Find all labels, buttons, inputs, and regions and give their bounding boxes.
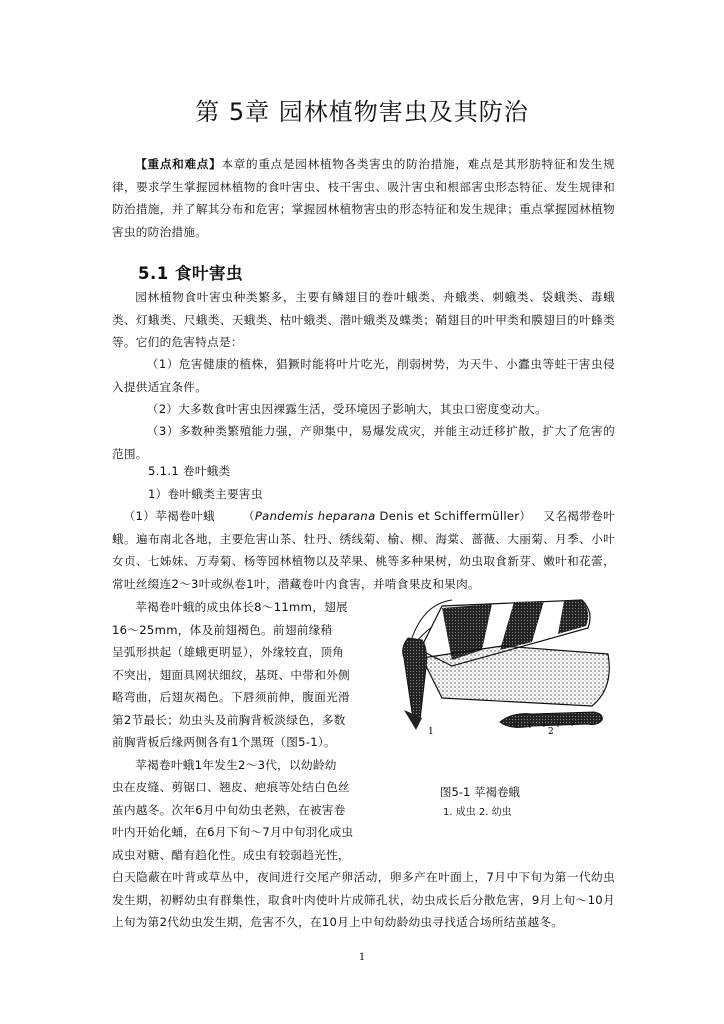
point-2: （2）大多数食叶害虫因裸露生活，受环境因子影响大，其虫口密度变动大。 (146, 402, 547, 416)
species-distribution: 遍布南北各地，主要危害山茶、牡丹、绣线菊、榆、柳、海棠、蔷薇、大丽菊、月季、小叶女贞、七姊妹、万寿菊、杨等园林植物以及苹果、桃等多种果树，幼虫取食新芽、嫩叶和花蕾，常吐丝缀连2～3叶或纵卷1叶，潜藏卷叶内食害，并啃食果皮和果肉。 (112, 531, 615, 591)
morph-line: 前胸背板后缘两侧各有1个黑斑（图5-1）。 (112, 735, 336, 749)
key-points-label: 【重点和难点】 (135, 157, 222, 171)
subsub-heading: 1）卷叶蛾类主要害虫 (148, 487, 263, 501)
life-line: 茧内越冬。次年6月中旬幼虫老熟，在被害卷 (112, 802, 346, 817)
morph-line: 不突出，翅面具网状细纹，基斑、中带和外侧 (112, 667, 350, 682)
morph-line: 16～25mm，体及前翅褐色。前翅前缘稍 (112, 622, 333, 637)
moth-illustration (382, 598, 614, 748)
subsection-heading: 5.1.1 卷叶蛾类 (148, 464, 231, 478)
figure-label-1: 1 (428, 727, 434, 737)
section-heading: 5.1 食叶害虫 (138, 264, 243, 283)
point-3: （3）多数种类繁殖能力强，产卵集中，易爆发成灾，并能主动迁移扩散，扩大了危害的范围。 (112, 424, 615, 461)
life-line: 虫在皮缝、剪锯口、翘皮、疤痕等处结白色丝 (112, 780, 350, 794)
life-line: 叶内开始化蛹，在6月下旬～7月中旬羽化成虫 (112, 825, 354, 839)
figure-subcaption: 1. 成虫 2. 幼虫 (443, 807, 512, 818)
morphology-block (112, 596, 380, 866)
morph-line: 苹褐卷叶蛾的成虫体长8～11mm，翅展 (135, 600, 348, 614)
intro-paragraph: 园林植物食叶害虫种类繁多，主要有鳞翅目的卷叶蛾类、舟蛾类、刺蛾类、袋蛾类、毒蛾类、灯蛾类、尺蛾类、天蛾类、枯叶蛾类、潜叶蛾类及蝶类；鞘翅目的叶甲类和膜翅目的叶蜂类等。它们的危害特点是： (112, 290, 615, 349)
key-points-text: 本章的重点是园林植物各类害虫的防治措施，难点是其形肪特征和发生规律，要求学生掌握园林植物的食叶害虫、枝干害虫、吸汁害虫和根部害虫形态特征、发生规律和防治措施，并了解其分布和危害；掌握园林植物害虫的形态特征和发生规律；重点掌握园林植物害虫的防治措施。 (112, 157, 615, 239)
species-paragraph (112, 505, 615, 595)
life-line: 苹褐卷叶蛾1年发生2～3代，以幼龄幼 (135, 757, 337, 772)
point-1: （1）危害健康的植株，猖獗时能将叶片吃光，削弱树势，为天牛、小蠹虫等蛀干害虫侵入提供适宜条件。 (112, 357, 615, 394)
larva (500, 712, 602, 728)
key-points-paragraph (112, 153, 615, 243)
morph-line: 略弯曲，后翅灰褐色。下唇须前伸，腹面光滑 (112, 690, 350, 704)
figure-caption: 图5-1 苹褐卷蛾 (440, 785, 520, 799)
life-history-continued: 白天隐蔽在叶背或草丛中，夜间进行交尾产卵活动，卵多产在叶面上，7月中下旬为第一代幼虫发生期，初孵幼虫有群集性，取食叶肉使叶片成筛孔状，幼虫成长后分散危害，9月上旬～10月上旬为第2代幼虫发生期，危害不久，在10月上中旬幼龄幼虫寻找适合场所结茧越冬。 (112, 870, 615, 929)
page-number: 1 (358, 952, 366, 963)
latin-open: （ (242, 509, 255, 523)
life-line: 成虫对糖、醋有趋化性。成虫有较弱趋光性， (112, 847, 350, 862)
morph-line: 呈弧形拱起（雄蛾更明显），外缘较直，顶角 (112, 645, 345, 659)
species-authority: Denis et Schiffermüller） (379, 509, 532, 523)
species-alias: 又名褐带卷叶蛾。 (112, 509, 615, 546)
species-name: （1）苹褐卷叶蛾 (123, 509, 215, 523)
species-latin: Pandemis heparana (254, 509, 376, 523)
figure-label-2: 2 (548, 727, 554, 737)
morph-line: 第2节最长；幼虫头及前胸背板淡绿色，多数 (112, 712, 346, 727)
chapter-title: 第 5章 园林植物害虫及其防治 (195, 98, 529, 126)
adult-moth (403, 600, 610, 730)
